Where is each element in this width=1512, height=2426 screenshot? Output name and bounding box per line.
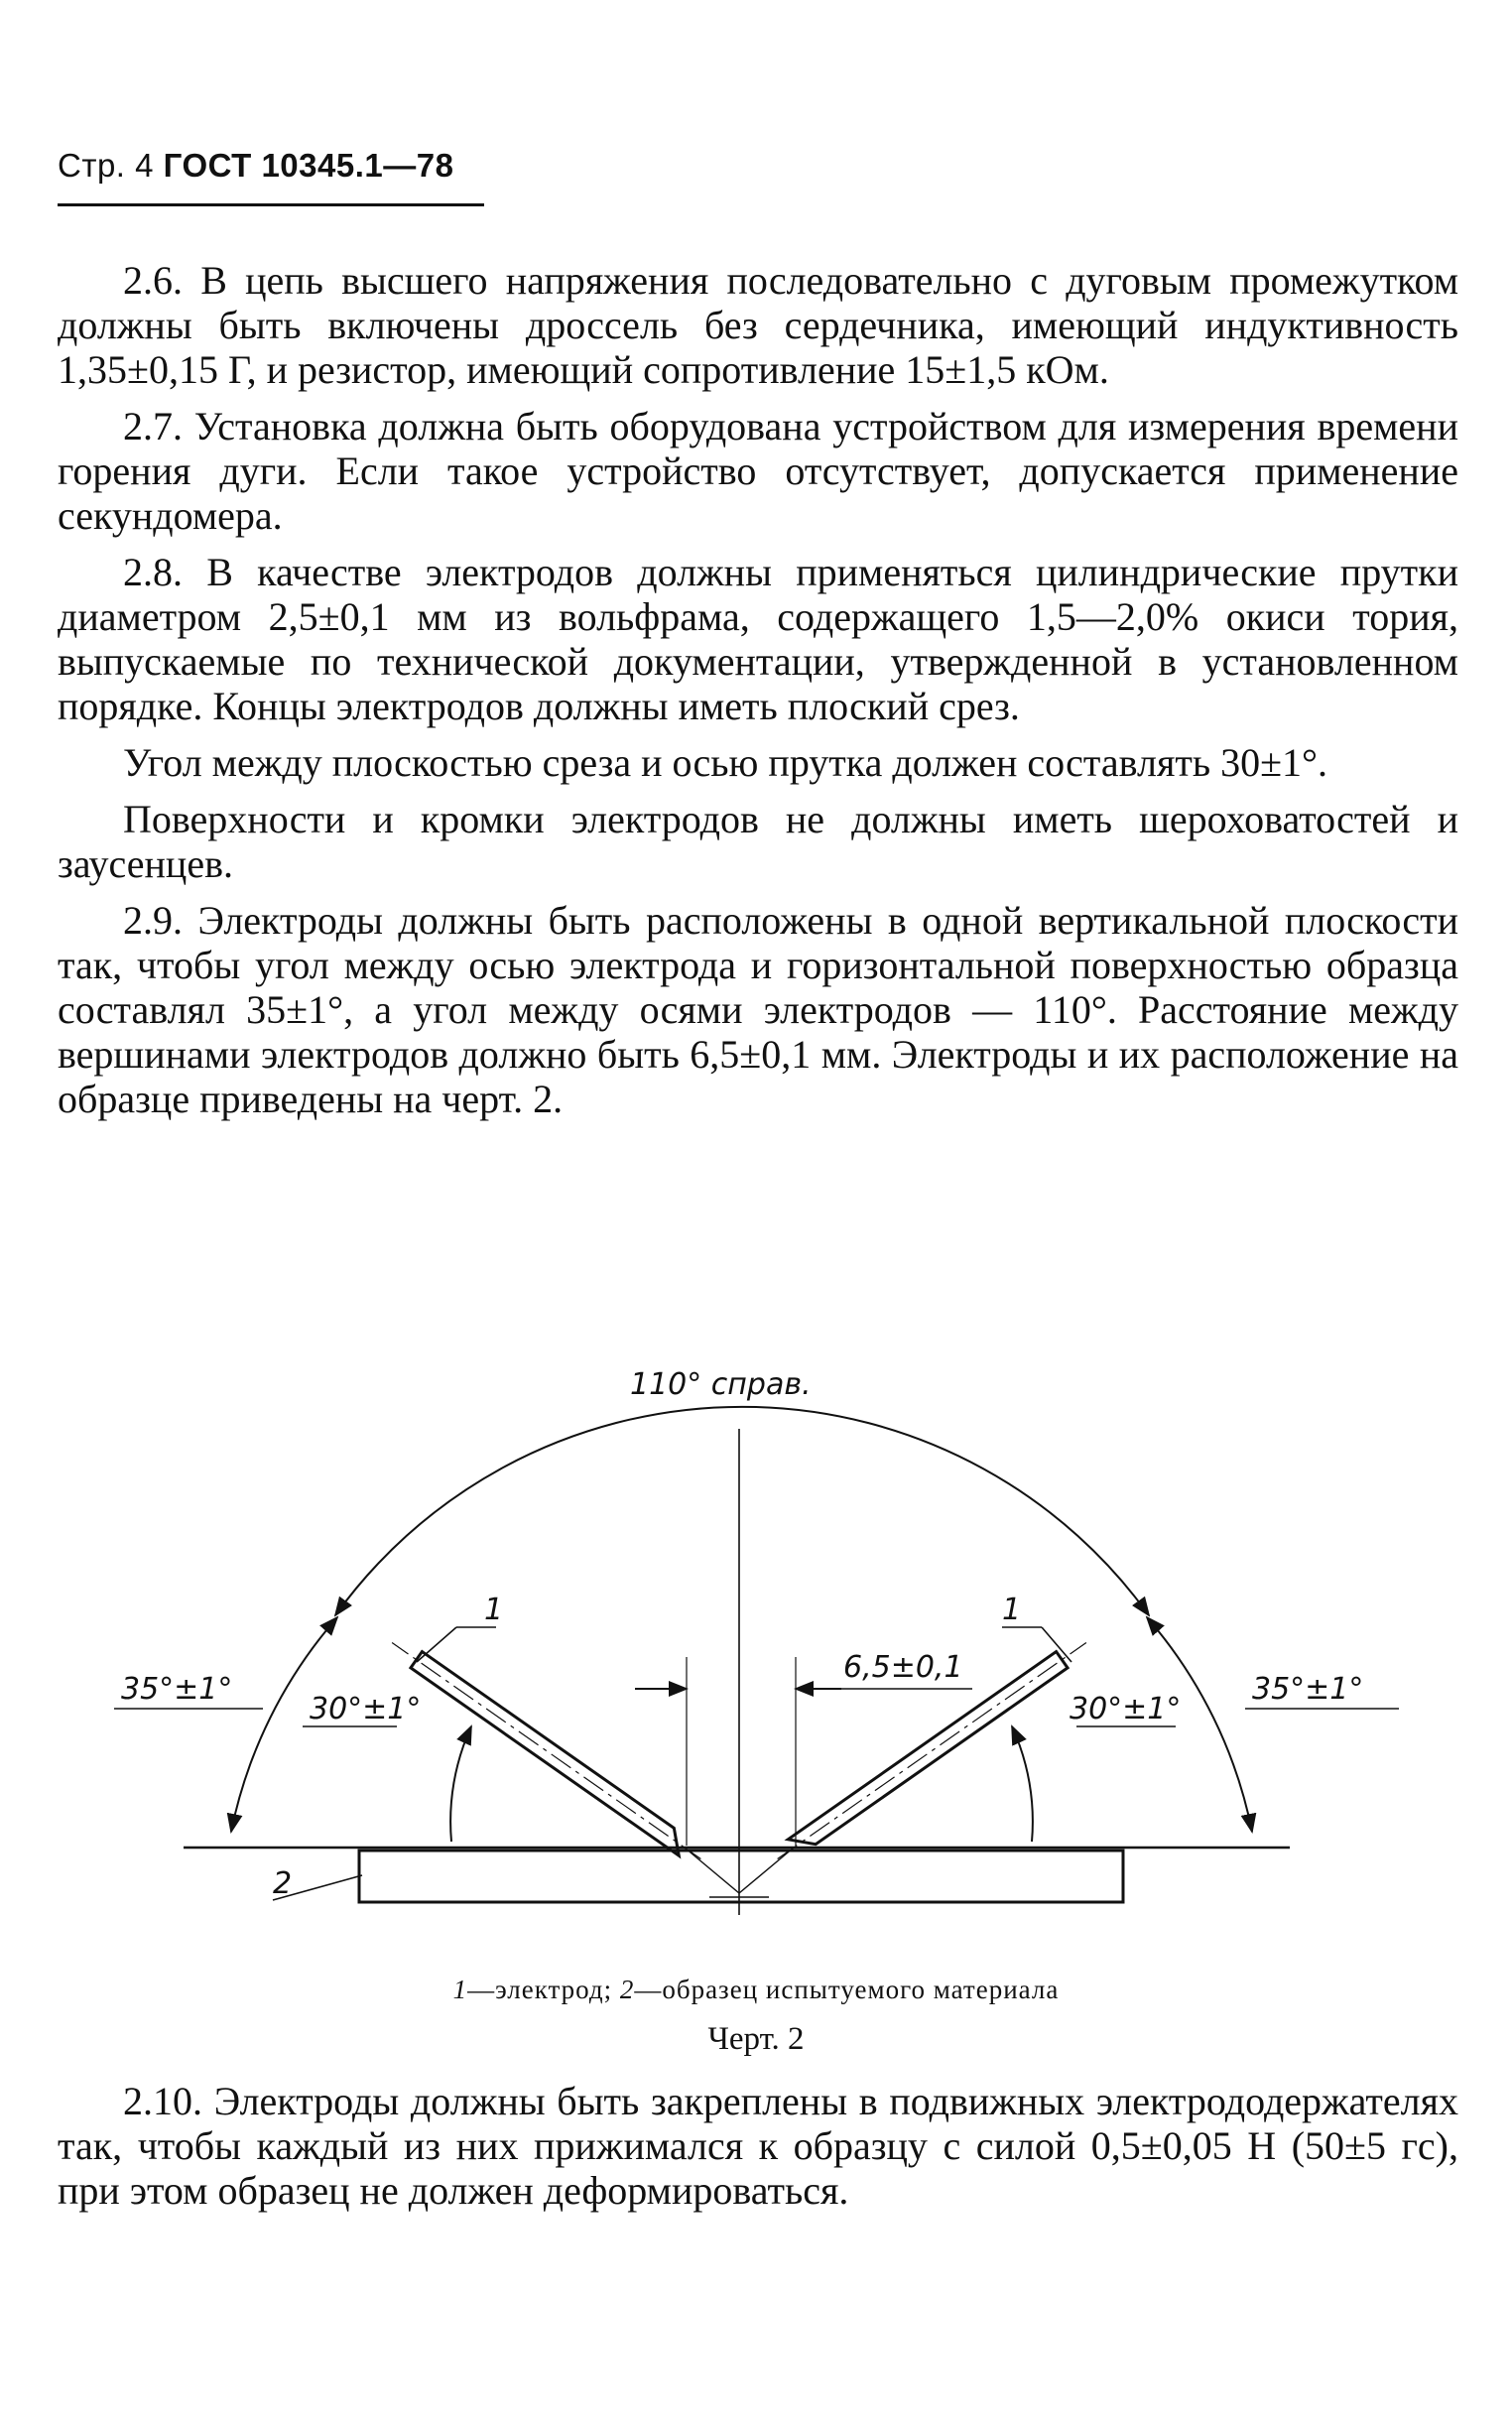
electrode-left [386, 1634, 706, 1866]
arc-30-left [450, 1726, 471, 1842]
label-cut-right: 30°±1° [1070, 1692, 1182, 1726]
caption-text-2: —образец испытуемого материала [634, 1975, 1060, 2004]
paragraph-2-9: 2.9. Электроды должны быть расположены в одной вертикальной плоскости так, чтобы угол между осью электрода и горизонтальной поверхностью образца составлял 35±1°, а угол между осями электродов — 110°. Расстояние между вершинами электродов должно быть 6,5±0,1 мм. Электроды и их расположение на образце приведены на черт. 2. [58, 898, 1458, 1121]
standard-number: ГОСТ 10345.1—78 [163, 147, 454, 184]
label-sample: 2 [273, 1866, 293, 1901]
label-cut-left: 30°±1° [310, 1692, 422, 1726]
paragraph-surfaces: Поверхности и кромки электродов не должны иметь шероховатостей и заусенцев. [58, 797, 1458, 886]
figure-caption [0, 1975, 1512, 2005]
electrode-arrangement-drawing [0, 1349, 1512, 1955]
label-electrode-right: 1 [1002, 1593, 1022, 1627]
caption-num-2: 2 [619, 1975, 635, 2004]
body-text-top [58, 258, 1458, 1133]
caption-text-1: —электрод; [467, 1975, 620, 2004]
label-arc-110: 110° справ. [630, 1367, 812, 1402]
sample-block [359, 1851, 1123, 1902]
figure-title: Черт. 2 [707, 2021, 805, 2057]
paragraph-2-6: 2.6. В цепь высшего напряжения последовательно с дуговым промежутком должны быть включены дроссель без сердечника, имеющий индуктивность 1,35±0,15 Г, и резистор, имеющий сопротивление 15±1,5 кОм. [58, 258, 1458, 392]
label-electrode-left: 1 [484, 1593, 504, 1627]
paragraph-2-10: 2.10. Электроды должны быть закреплены в подвижных электрододержателях так, чтобы каждый из них прижимался к образцу с силой 0,5±0,05 Н (50±5 гс), при этом образец не должен деформироваться. [58, 2079, 1458, 2213]
label-angle-right: 35°±1° [1252, 1672, 1364, 1707]
label-angle-left: 35°±1° [121, 1672, 233, 1707]
header-rule [58, 203, 484, 206]
label-gap: 6,5±0,1 [843, 1650, 963, 1685]
page-header [58, 147, 453, 185]
arc-30-right [1012, 1726, 1033, 1842]
paragraph-2-7: 2.7. Установка должна быть оборудована устройством для измерения времени горения дуги. Если такое устройство отсутствует, допускается применение секундомера. [58, 404, 1458, 538]
paragraph-cut-angle: Угол между плоскостью среза и осью прутка должен составлять 30±1°. [123, 740, 1328, 785]
caption-num-1: 1 [452, 1975, 468, 2004]
arc-110 [335, 1407, 1149, 1615]
paragraph-2-8: 2.8. В качестве электродов должны применяться цилиндрические прутки диаметром 2,5±0,1 мм из вольфрама, содержащего 1,5—2,0% окиси тория, выпускаемые по технической документации, утвержденной в установленном порядке. Концы электродов должны иметь плоский срез. [58, 550, 1458, 728]
body-text-bottom [58, 2079, 1458, 2225]
page-number: Стр. 4 [58, 147, 154, 184]
